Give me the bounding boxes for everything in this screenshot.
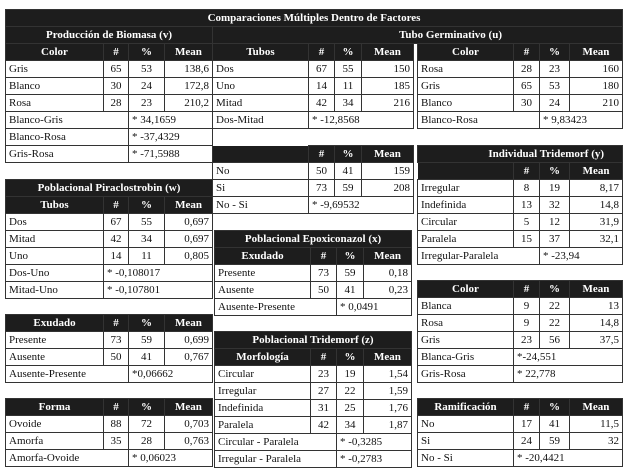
mean-cell: 210 [570,95,623,112]
row-label: Presente [215,265,311,282]
col-header: # [309,44,335,61]
comparison-row [418,112,623,129]
table-row [418,214,623,231]
row-label: Circular [215,366,311,383]
count-cell: 23 [514,332,540,349]
percent-cell: 22 [540,315,570,332]
col-header: % [540,163,570,180]
row-label: Mitad [213,95,309,112]
mean-cell: 14,8 [570,315,623,332]
count-cell: 73 [311,265,337,282]
comparison-row [215,299,412,316]
table-row [215,400,412,417]
comparison-row [6,282,213,299]
col-header: % [337,349,364,366]
biomasa-title: Producción de Biomasa (v) [6,27,213,44]
count-cell: 15 [514,231,540,248]
percent-cell: 41 [129,349,165,366]
col-header: Mean [165,399,213,416]
col-header: % [129,315,165,332]
percent-cell: 28 [129,433,165,450]
comparison-label: Ausente-Presente [215,299,337,316]
count-cell: 30 [514,95,540,112]
mean-cell: 13 [570,298,623,315]
comparison-value: * -0,108017 [104,265,213,282]
comparison-row [213,197,414,214]
table-row [6,214,213,231]
count-cell: 23 [311,366,337,383]
percent-cell: 56 [540,332,570,349]
count-cell: 42 [309,95,335,112]
tubo-color-table [417,43,623,129]
count-cell: 35 [104,433,129,450]
comparison-row [6,129,213,146]
epoxiconazol-table [214,230,412,316]
mean-cell: 208 [362,180,414,197]
table-row [418,315,623,332]
col-header: Ramificación [418,399,514,416]
mean-cell: 0,697 [165,214,213,231]
count-cell: 67 [309,61,335,78]
col-header: # [311,349,337,366]
comparison-label: Dos-Mitad [213,112,309,129]
table-row [215,265,412,282]
table-row [213,95,414,112]
main-title-table [5,9,623,27]
comparison-label: Ausente-Presente [6,366,129,383]
col-header: % [335,44,362,61]
count-cell: 9 [514,298,540,315]
count-cell: 65 [514,78,540,95]
percent-cell: 59 [337,265,364,282]
comparison-value: * -71,5988 [129,146,213,163]
col-header: Forma [6,399,104,416]
col-header: # [514,399,540,416]
table-row [418,433,623,450]
col-header: Mean [165,315,213,332]
count-cell: 42 [104,231,129,248]
col-header: % [129,399,165,416]
mean-cell: 150 [362,61,414,78]
tridemorf-y-title: Individual Tridemorf (y) [418,146,623,163]
count-cell: 17 [514,416,540,433]
tridemorf-z-title: Poblacional Tridemorf (z) [215,332,412,349]
mean-cell: 172,8 [165,78,213,95]
comparison-row [213,112,414,129]
comparison-label: Mitad-Uno [6,282,104,299]
comparison-label: Blanco-Rosa [6,129,129,146]
row-label: Si [213,180,309,197]
mean-cell: 1,76 [364,400,412,417]
count-cell: 50 [311,282,337,299]
comparison-label: Blanca-Gris [418,349,514,366]
blank-cell [213,146,309,163]
percent-cell: 32 [540,197,570,214]
mean-cell: 0,763 [165,433,213,450]
col-header: # [514,281,540,298]
table-row [418,61,623,78]
col-header: Exudado [6,315,104,332]
percent-cell: 22 [337,383,364,400]
table-row [6,231,213,248]
count-cell: 28 [514,61,540,78]
col-header: % [129,197,165,214]
row-label: Paralela [215,417,311,434]
comparison-row [6,146,213,163]
mean-cell: 210,2 [165,95,213,112]
col-header: # [309,146,335,163]
comparison-value: * -12,8568 [309,112,414,129]
table-row [213,61,414,78]
comparison-value: * -0,3285 [337,434,412,451]
percent-cell: 23 [540,61,570,78]
row-label: Paralela [418,231,514,248]
comparison-value: * 0,06023 [129,450,213,467]
row-label: Gris [418,332,514,349]
exudado-w-table [5,314,213,383]
percent-cell: 24 [540,95,570,112]
col-header: Mean [362,44,414,61]
mean-cell: 32 [570,433,623,450]
row-label: No [418,416,514,433]
percent-cell: 53 [540,78,570,95]
tubo-tubos-table [212,43,414,129]
row-label: Gris [6,61,104,78]
mean-cell: 159 [362,163,414,180]
row-label: Amorfa [6,433,104,450]
percent-cell: 41 [337,282,364,299]
table-row [6,61,213,78]
piraclostrobin-table [5,179,213,299]
mean-cell: 0,697 [165,231,213,248]
row-label: Ovoide [6,416,104,433]
comparison-value: * -0,2783 [337,451,412,468]
percent-cell: 59 [540,433,570,450]
table-row [418,231,623,248]
percent-cell: 55 [335,61,362,78]
percent-cell: 59 [335,180,362,197]
comparison-value: * 9,83423 [540,112,623,129]
mean-cell: 160 [570,61,623,78]
col-header: # [104,44,129,61]
mean-cell: 0,18 [364,265,412,282]
col-header: Mean [165,44,213,61]
count-cell: 50 [309,163,335,180]
table-row [213,78,414,95]
count-cell: 50 [104,349,129,366]
count-cell: 13 [514,197,540,214]
percent-cell: 34 [335,95,362,112]
col-header: % [335,146,362,163]
tubo-title: Tubo Germinativo (u) [213,27,623,44]
table-row [418,416,623,433]
percent-cell: 53 [129,61,165,78]
table-row [6,95,213,112]
mean-cell: 11,5 [570,416,623,433]
table-row [418,197,623,214]
percent-cell: 37 [540,231,570,248]
percent-cell: 55 [129,214,165,231]
percent-cell: 25 [337,400,364,417]
row-label: Ausente [6,349,104,366]
row-label: Rosa [418,315,514,332]
col-header: Color [6,44,104,61]
forma-table [5,398,213,467]
comparison-row [418,366,623,383]
col-header: Mean [362,146,414,163]
row-label: Blanco [418,95,514,112]
table-row [418,95,623,112]
epoxiconazol-title: Poblacional Epoxiconazol (x) [215,231,412,248]
mean-cell: 0,703 [165,416,213,433]
count-cell: 8 [514,180,540,197]
row-label: Rosa [418,61,514,78]
mean-cell: 0,805 [165,248,213,265]
table-row [213,163,414,180]
comparison-label: Irregular - Paralela [215,451,337,468]
blank-cell [418,163,514,180]
comparison-row [215,434,412,451]
col-header: Mean [165,197,213,214]
row-label: Dos [6,214,104,231]
biomasa-table [5,26,213,163]
count-cell: 67 [104,214,129,231]
table-row [215,366,412,383]
table-row [6,416,213,433]
comparison-label: No - Si [213,197,309,214]
tubo-nosi-table [212,145,414,214]
percent-cell: 59 [129,332,165,349]
col-header: Mean [364,349,412,366]
mean-cell: 0,23 [364,282,412,299]
comparison-label: No - Si [418,450,514,467]
percent-cell: 34 [129,231,165,248]
row-label: Si [418,433,514,450]
comparison-row [6,265,213,282]
comparison-label: Irregular-Paralela [418,248,540,265]
percent-cell: 23 [129,95,165,112]
row-label: Uno [6,248,104,265]
comparison-label: Blanco-Rosa [418,112,540,129]
comparison-value: * -37,4329 [129,129,213,146]
col-header: Exudado [215,248,311,265]
count-cell: 28 [104,95,129,112]
count-cell: 24 [514,433,540,450]
count-cell: 14 [309,78,335,95]
col-header: # [514,163,540,180]
count-cell: 73 [309,180,335,197]
col-header: Mean [570,281,623,298]
row-label: Circular [418,214,514,231]
comparison-row [418,450,623,467]
tubo-title-table [212,26,623,44]
count-cell: 65 [104,61,129,78]
table-row [6,349,213,366]
comparison-row [6,366,213,383]
col-header: Mean [570,163,623,180]
col-header: Morfología [215,349,311,366]
comparison-row [418,248,623,265]
col-header: % [337,248,364,265]
tridemorf-z-table [214,331,412,468]
percent-cell: 12 [540,214,570,231]
col-header: % [540,399,570,416]
main-title: Comparaciones Múltiples Dentro de Factores [6,10,623,27]
table-row [418,332,623,349]
row-label: Blanca [418,298,514,315]
ramificacion-table [417,398,623,467]
table-row [418,180,623,197]
row-label: Presente [6,332,104,349]
col-header: % [540,281,570,298]
col-header: Mean [364,248,412,265]
comparison-value: * -0,107801 [104,282,213,299]
col-header: Color [418,44,514,61]
row-label: Dos [213,61,309,78]
mean-cell: 1,59 [364,383,412,400]
table-row [6,78,213,95]
tridemorf-y-table [417,145,623,265]
row-label: Indefinida [418,197,514,214]
percent-cell: 24 [129,78,165,95]
comparison-value: * -9,69532 [309,197,414,214]
row-label: Indefinida [215,400,311,417]
percent-cell: 19 [540,180,570,197]
count-cell: 42 [311,417,337,434]
col-header: # [104,197,129,214]
table-row [215,282,412,299]
col-header: # [104,315,129,332]
mean-cell: 37,5 [570,332,623,349]
comparison-label: Amorfa-Ovoide [6,450,129,467]
count-cell: 5 [514,214,540,231]
col-header: # [514,44,540,61]
table-row [213,180,414,197]
mean-cell: 1,54 [364,366,412,383]
table-row [6,433,213,450]
mean-cell: 8,17 [570,180,623,197]
table-row [418,298,623,315]
table-row [6,248,213,265]
mean-cell: 14,8 [570,197,623,214]
count-cell: 30 [104,78,129,95]
mean-cell: 1,87 [364,417,412,434]
table-row [418,78,623,95]
col-header: Mean [570,399,623,416]
comparison-value: * -23,94 [540,248,623,265]
row-label: Rosa [6,95,104,112]
row-label: Gris [418,78,514,95]
row-label: Irregular [215,383,311,400]
comparison-value: *0,06662 [129,366,213,383]
mean-cell: 180 [570,78,623,95]
comparison-value: * 0,0491 [337,299,412,316]
mean-cell: 185 [362,78,414,95]
mean-cell: 138,6 [165,61,213,78]
col-header: Mean [570,44,623,61]
col-header: Tubos [6,197,104,214]
percent-cell: 11 [335,78,362,95]
row-label: No [213,163,309,180]
table-row [215,383,412,400]
count-cell: 9 [514,315,540,332]
comparison-label: Gris-Rosa [418,366,514,383]
mean-cell: 0,767 [165,349,213,366]
table-row [215,417,412,434]
comparison-label: Dos-Uno [6,265,104,282]
col-header: % [129,44,165,61]
comparison-row [6,112,213,129]
row-label: Uno [213,78,309,95]
mean-cell: 31,9 [570,214,623,231]
percent-cell: 72 [129,416,165,433]
comparison-value: * -20,4421 [514,450,623,467]
count-cell: 73 [104,332,129,349]
col-header: # [104,399,129,416]
percent-cell: 41 [335,163,362,180]
col-header: # [311,248,337,265]
mean-cell: 216 [362,95,414,112]
col-header: Tubos [213,44,309,61]
comparison-row [418,349,623,366]
piraclostrobin-title: Poblacional Piraclostrobin (w) [6,180,213,197]
comparison-row [6,450,213,467]
col-header: Color [418,281,514,298]
count-cell: 88 [104,416,129,433]
percent-cell: 41 [540,416,570,433]
count-cell: 31 [311,400,337,417]
percent-cell: 22 [540,298,570,315]
comparison-label: Blanco-Gris [6,112,129,129]
comparison-label: Gris-Rosa [6,146,129,163]
table-row [6,332,213,349]
comparison-row [215,451,412,468]
row-label: Irregular [418,180,514,197]
count-cell: 27 [311,383,337,400]
color-y-table [417,280,623,383]
comparison-label: Circular - Paralela [215,434,337,451]
comparison-value: * 22,778 [514,366,623,383]
percent-cell: 34 [337,417,364,434]
mean-cell: 0,699 [165,332,213,349]
percent-cell: 19 [337,366,364,383]
row-label: Ausente [215,282,311,299]
row-label: Mitad [6,231,104,248]
comparison-value: * 34,1659 [129,112,213,129]
count-cell: 14 [104,248,129,265]
col-header: % [540,44,570,61]
mean-cell: 32,1 [570,231,623,248]
percent-cell: 11 [129,248,165,265]
row-label: Blanco [6,78,104,95]
comparison-value: *-24,551 [514,349,623,366]
